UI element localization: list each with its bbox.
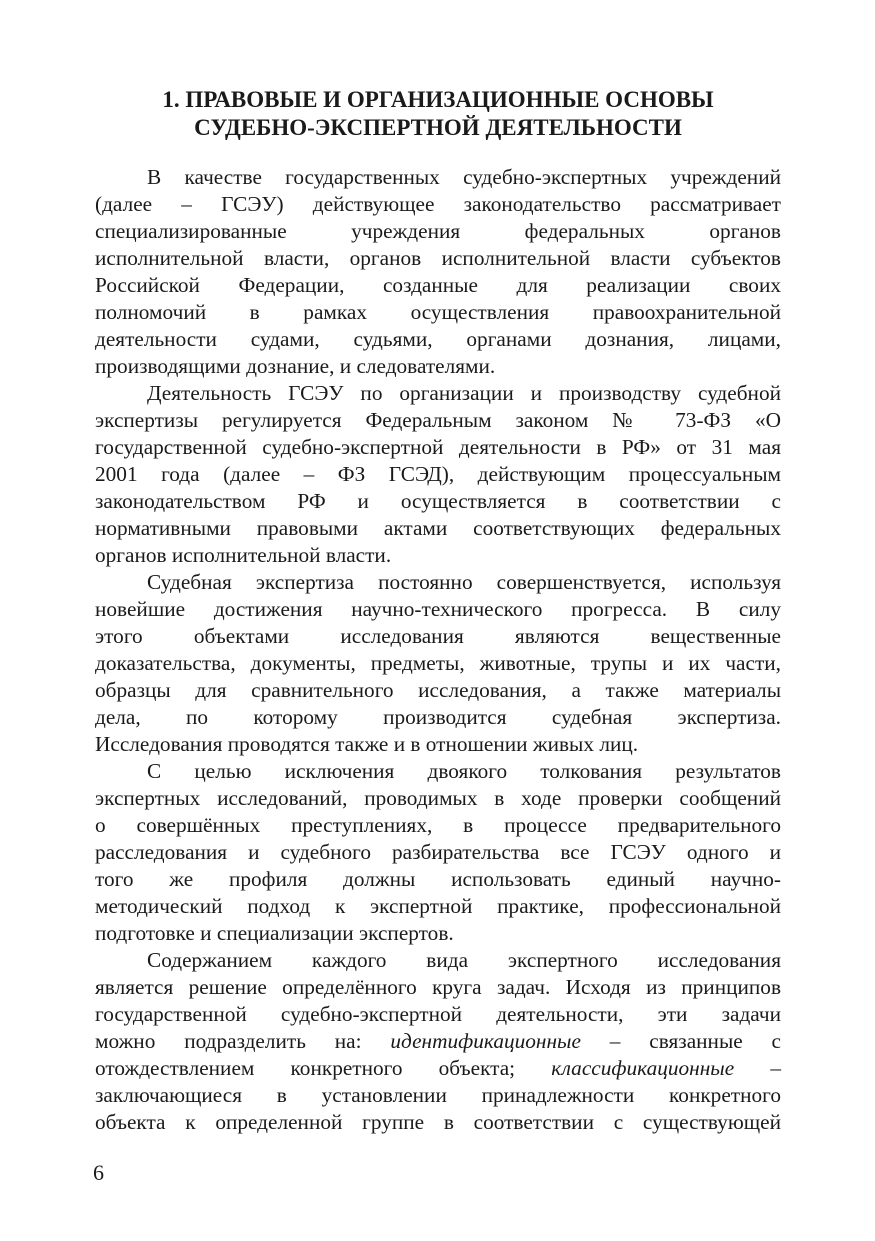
- text-line: экспертизы регулируется Федеральным законом № 73-ФЗ «О: [95, 408, 781, 432]
- text-line: органов исполнительной власти.: [95, 543, 392, 567]
- term-classification: классификационные: [551, 1056, 735, 1080]
- text-line: Исследования проводятся также и в отношении живых лиц.: [95, 732, 639, 756]
- chapter-heading: [95, 86, 781, 142]
- text-run: –: [734, 1056, 781, 1080]
- text-line: деятельности судами, судьями, органами дознания, лицами,: [95, 327, 781, 351]
- paragraph-5: [95, 947, 781, 1136]
- text-line: образцы для сравнительного исследования, а также материалы: [95, 678, 781, 702]
- text-line: экспертных исследований, проводимых в ходе проверки сообщений: [95, 786, 781, 810]
- paragraph-1: [95, 164, 781, 380]
- text-line: новейшие достижения научно-технического прогресса. В силу: [95, 597, 781, 621]
- text-line: является решение определённого круга задач. Исходя из принципов: [95, 975, 781, 999]
- text-line: (далее – ГСЭУ) действующее законодательство рассматривает: [95, 192, 781, 216]
- text-line: подготовке и специализации экспертов.: [95, 921, 454, 945]
- text-line: В качестве государственных судебно-экспертных учреждений: [147, 165, 781, 189]
- text-run: можно подразделить на:: [95, 1029, 391, 1053]
- text-line: государственной судебно-экспертной деятельности в РФ» от 31 мая: [95, 435, 781, 459]
- text-line: методический подход к экспертной практике, профессиональной: [95, 894, 781, 918]
- text-line: Российской Федерации, созданные для реализации своих: [95, 273, 781, 297]
- text-run: – связанные с: [580, 1029, 781, 1053]
- text-line: исполнительной власти, органов исполнительной власти субъектов: [95, 246, 781, 270]
- text-line: того же профиля должны использовать единый научно-: [95, 867, 781, 891]
- text-line: дела, по которому производится судебная экспертиза.: [95, 705, 781, 729]
- text-line: Судебная экспертиза постоянно совершенствуется, используя: [147, 570, 781, 594]
- heading-line-1: 1. ПРАВОВЫЕ И ОРГАНИЗАЦИОННЫЕ ОСНОВЫ: [162, 87, 714, 112]
- text-line: о совершённых преступлениях, в процессе предварительного: [95, 813, 781, 837]
- text-line: Содержанием каждого вида экспертного исследования: [147, 948, 781, 972]
- paragraph-2: [95, 380, 781, 569]
- text-line: Деятельность ГСЭУ по организации и производству судебной: [147, 381, 781, 405]
- text-run: отождествлением конкретного объекта;: [95, 1056, 552, 1080]
- text-line: законодательством РФ и осуществляется в соответствии с: [95, 489, 781, 513]
- text-line: государственной судебно-экспертной деятельности, эти задачи: [95, 1002, 781, 1026]
- text-line: объекта к определенной группе в соответствии с существующей: [95, 1110, 781, 1134]
- text-line: [95, 1055, 781, 1082]
- heading-line-2: СУДЕБНО-ЭКСПЕРТНОЙ ДЕЯТЕЛЬНОСТИ: [194, 115, 682, 140]
- text-line: 2001 года (далее – ФЗ ГСЭД), действующим процессуальным: [95, 462, 781, 486]
- text-line: этого объектами исследования являются вещественные: [95, 624, 781, 648]
- text-line: полномочий в рамках осуществления правоохранительной: [95, 300, 781, 324]
- text-line: заключающиеся в установлении принадлежности конкретного: [95, 1083, 781, 1107]
- text-line: С целью исключения двоякого толкования результатов: [147, 759, 781, 783]
- text-line: [95, 1028, 781, 1055]
- paragraph-4: [95, 758, 781, 947]
- text-line: доказательства, документы, предметы, животные, трупы и их части,: [95, 651, 781, 675]
- page-number: 6: [93, 1160, 104, 1185]
- term-identification: идентификационные: [390, 1029, 581, 1053]
- body-text: [95, 164, 781, 1136]
- text-line: расследования и судебного разбирательства все ГСЭУ одного и: [95, 840, 781, 864]
- text-line: специализированные учреждения федеральных органов: [95, 219, 781, 243]
- paragraph-3: [95, 569, 781, 758]
- text-line: нормативными правовыми актами соответствующих федеральных: [95, 516, 781, 540]
- text-line: производящими дознание, и следователями.: [95, 354, 496, 378]
